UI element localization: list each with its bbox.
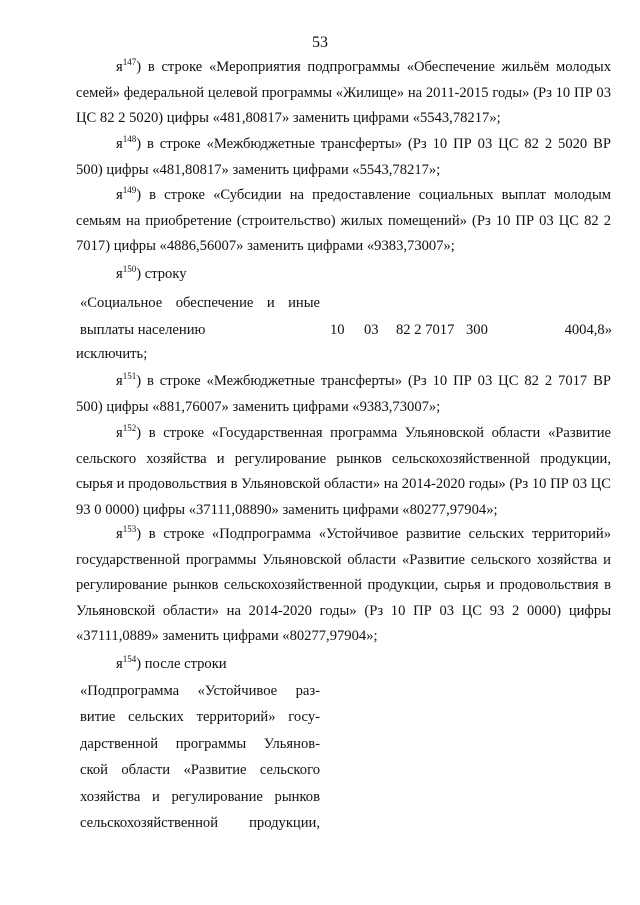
removed-row-codes xyxy=(330,318,488,344)
removed-row-cs: 82 2 7017 xyxy=(396,322,455,338)
amendment-number: 148 xyxy=(122,134,137,145)
amendment-marker: я xyxy=(116,373,123,389)
amendment-text: ) в строке «Межбюджетные трансферты» (Рз 10 ПР 03 ЦС 82 2 5020 ВР 500) цифры «481,80817» заменить цифрами «5543,78217»; xyxy=(76,136,611,178)
after-row-line-4: ской области «Развитие сельского xyxy=(80,762,320,778)
amendment-text: ) строку xyxy=(136,266,187,282)
amendment-150 xyxy=(76,262,611,288)
amendment-marker: я xyxy=(116,425,123,441)
amendment-152 xyxy=(76,421,611,523)
amendment-text: ) в строке «Государственная программа Ульяновской области «Развитие сельского хозяйства и регулирование рынков сельскохозяйственной продукции, сырья и продовольствия в Ульяновской области» на 2014-2020 годы» (Рз 10 ПР 03 ЦС 93 0 0000) цифры «37111,08890» заменить цифрами «80277,97904»; xyxy=(76,425,611,518)
amendment-147 xyxy=(76,55,611,132)
amendment-154 xyxy=(76,652,611,678)
amendment-marker: я xyxy=(116,59,123,75)
amendment-number: 151 xyxy=(122,371,137,382)
amendment-marker: я xyxy=(116,526,123,542)
amendment-marker: я xyxy=(116,187,123,203)
removed-row-vr: 300 xyxy=(466,322,488,338)
after-row-line-6: сельскохозяйственной продукции, xyxy=(80,815,320,831)
amendment-text: ) в строке «Подпрограмма «Устойчивое развитие сельских территорий» государственной программы Ульяновской области «Развитие сельского хозяйства и регулирование рынков сельскохозяйственной продукции, сырья и продовольствия в Ульяновской области» на 2014-2020 годы» (Рз 10 ПР 03 ЦС 93 2 0000) цифры «37111,0889» заменить цифрами «80277,97904»; xyxy=(76,526,611,644)
removed-row-pr: 03 xyxy=(364,322,379,338)
amendment-number: 154 xyxy=(122,654,137,665)
amendment-number: 147 xyxy=(122,57,137,68)
amendment-text: ) в строке «Субсидии на предоставление социальных выплат молодым семьям на приобретение (строительство) жилых помещений» (Рз 10 ПР 03 ЦС 82 2 7017) цифры «4886,56007» заменить цифрами «9383,73007»; xyxy=(76,187,611,254)
amendment-marker: я xyxy=(116,656,123,672)
amendment-153 xyxy=(76,522,611,650)
amendment-text: ) в строке «Мероприятия подпрограммы «Обеспечение жильём молодых семей» федеральной целевой программы «Жилище» на 2011-2015 годы» (Рз 10 ПР 03 ЦС 82 2 5020) цифры «481,80817» заменить цифрами «5543,78217»; xyxy=(76,59,611,126)
amendment-number: 150 xyxy=(122,264,137,275)
amendment-number: 152 xyxy=(122,423,137,434)
after-row-line-1: «Подпрограмма «Устойчивое раз- xyxy=(80,683,320,699)
after-row-line-5: хозяйства и регулирование рынков xyxy=(80,789,320,805)
amendment-151 xyxy=(76,369,611,420)
amendment-148 xyxy=(76,132,611,183)
removed-row-amount: 4004,8» xyxy=(564,322,612,338)
amendment-number: 149 xyxy=(122,185,137,196)
amendment-text: ) в строке «Межбюджетные трансферты» (Рз 10 ПР 03 ЦС 82 2 7017 ВР 500) цифры «881,76007» заменить цифрами «9383,73007»; xyxy=(76,373,611,415)
after-row-line-2: витие сельских территорий» госу- xyxy=(80,709,320,725)
removed-row-label-line2: выплаты населению xyxy=(80,322,206,338)
removed-row-label-line1: «Социальное обеспечение и иные xyxy=(80,295,320,311)
page-number: 53 xyxy=(312,34,328,51)
amendment-149 xyxy=(76,183,611,260)
amendment-number: 153 xyxy=(122,524,137,535)
amendment-text: ) после строки xyxy=(136,656,227,672)
amendment-marker: я xyxy=(116,266,123,282)
removed-row-rz: 10 xyxy=(330,322,345,338)
after-row-line-3: дарственной программы Ульянов- xyxy=(80,736,320,752)
amendment-marker: я xyxy=(116,136,123,152)
exclude-text: исключить; xyxy=(76,346,148,362)
